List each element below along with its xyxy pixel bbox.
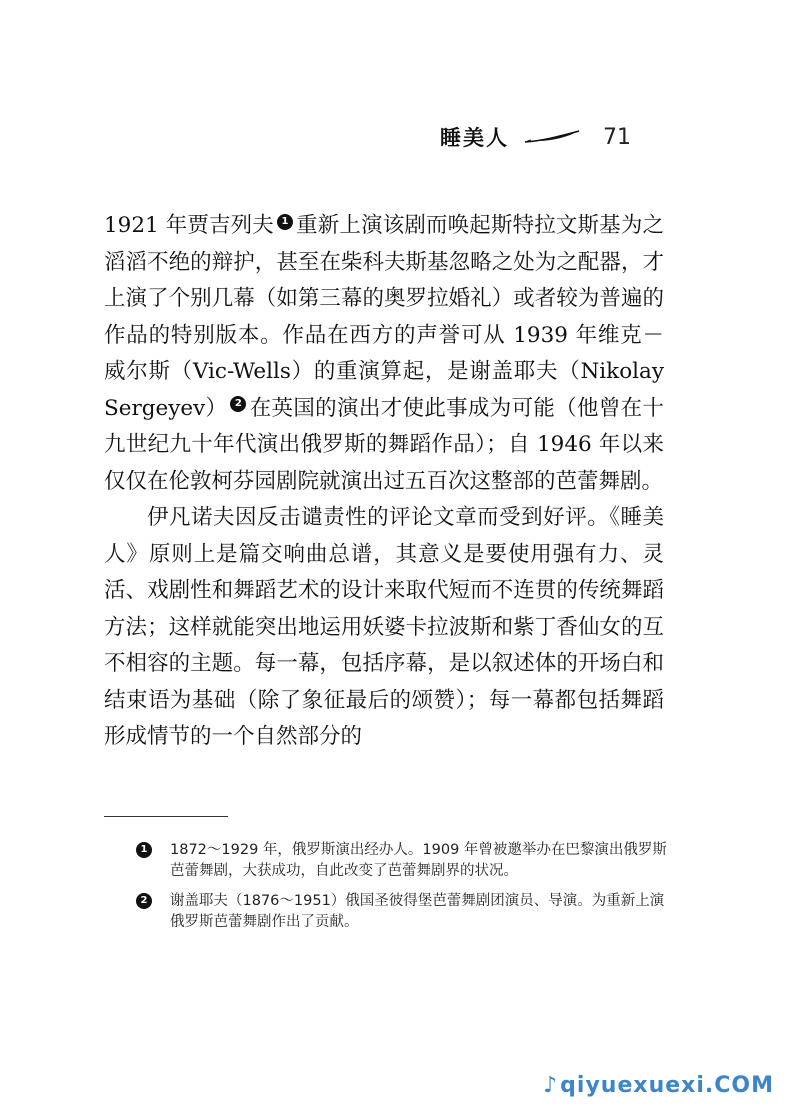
paragraph-1-segment-2: 重新上演该剧而唤起斯特拉文斯基为之滔滔不绝的辩护，甚至在柴科夫斯基忽略之处为之配器，才上演了个别几幕（如第三幕的奥罗拉婚礼）或者较为普遍的作品的特别版本。作品在西方的声誉可从 1939 年维克－威尔斯（Vic-Wells）的重演算起，是谢盖耶夫（Nikolay Sergeyev） (104, 213, 664, 421)
paragraph-1-segment-3: 在英国的演出才使此事成为可能（他曾在十九世纪九十年代演出俄罗斯的舞蹈作品）；自 1946 年以来仅仅在伦敦柯芬园剧院就演出过五百次这整部的芭蕾舞剧。 (104, 395, 664, 494)
music-note-icon: ♪ (543, 1073, 559, 1098)
page-number: 71 (603, 124, 631, 150)
footnotes (136, 840, 676, 942)
footnote-ref-1[interactable]: 1 (277, 214, 293, 230)
quill-flourish-icon (523, 129, 581, 145)
paragraph-1-segment-1: 1921 年贾吉列夫 (104, 213, 274, 238)
footnote-text-2: 谢盖耶夫（1876～1951）俄国圣彼得堡芭蕾舞剧团演员、导演。为重新上演俄罗斯芭蕾舞剧作出了贡献。 (170, 893, 665, 930)
footnote-marker-2: 2 (136, 893, 152, 909)
site-watermark (543, 1073, 774, 1098)
running-head (440, 120, 660, 154)
running-title: 睡美人 (440, 126, 509, 150)
footnote-1 (136, 840, 676, 882)
paragraph-2: 伊凡诺夫因反击谴责性的评论文章而受到好评。《睡美人》原则上是篇交响曲总谱，其意义是要使用强有力、灵活、戏剧性和舞蹈艺术的设计来取代短而不连贯的传统舞蹈方法；这样就能突出地运用妖婆卡拉波斯和紫丁香仙女的互不相容的主题。每一幕，包括序幕，是以叙述体的开场白和结束语为基础（除了象征最后的颂赞）；每一幕都包括舞蹈形成情节的一个自然部分的 (104, 505, 664, 749)
footnote-2 (136, 891, 676, 933)
footnote-divider (104, 816, 228, 817)
paragraph-1 (104, 208, 664, 500)
body-text (104, 208, 664, 756)
footnote-marker-1: 1 (136, 842, 152, 858)
footnote-ref-2[interactable]: 2 (230, 396, 246, 412)
footnote-text-1: 1872～1929 年，俄罗斯演出经办人。1909 年曾被邀举办在巴黎演出俄罗斯芭蕾舞剧，大获成功，自此改变了芭蕾舞剧界的状况。 (170, 842, 667, 879)
watermark-text: qiyuexuexi.COM (560, 1073, 774, 1098)
